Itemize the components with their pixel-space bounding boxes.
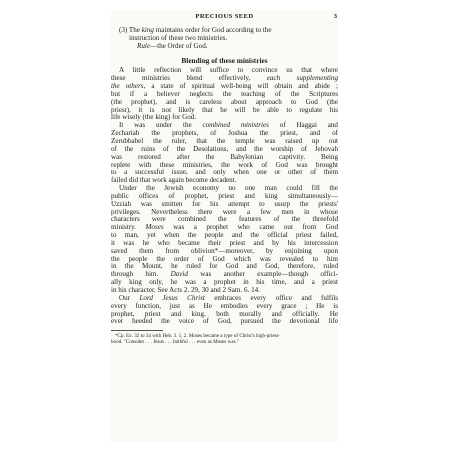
- p3-line: in the Mount, he ruled for God and God, therefore, ruled: [111, 262, 338, 271]
- p3-line: public offices of prophet, priest and king simultaneously—: [111, 191, 338, 200]
- p3-line: Uzziah was smitten for his attempt to usurp the priests': [111, 199, 338, 208]
- p3-line: ally king only, he was a prophet in his time, and a priest: [111, 278, 338, 287]
- p2-line: of the ruins of the Desolations, and the worship of Jehovah: [111, 144, 338, 153]
- p3-line: ministry. Moses was a prophet who came out from God: [111, 223, 338, 232]
- running-title: PRECIOUS SEED: [195, 13, 254, 20]
- p1-line: these ministries blend effectively, each supplementing: [111, 74, 338, 83]
- p3-line: saved them from oblivion*—moreover, by enjoining upon: [111, 246, 338, 255]
- item-3-line-2: instruction of these two ministries.: [129, 33, 228, 42]
- p1-line: priest), it is not likely that he will be able to regulate his: [111, 105, 338, 114]
- footnote-rule: [111, 330, 163, 331]
- running-header: [111, 13, 338, 23]
- p1-line: life wisely (the king) for God.: [111, 113, 197, 122]
- p2-line: was restored after the Babylonian captivity. Being: [111, 152, 338, 161]
- p4-line: prophet, priest and king, both morally and officially. He: [111, 309, 338, 318]
- p2-line: failed did that work again become decadent.: [111, 176, 237, 185]
- footnote-line: *Cp. Ex. 32 to 34 with Heb. 3. 1, 2. Moses became a type of Christ's high-priest-: [115, 333, 280, 340]
- p4-line: ever heeded the voice of God, pursued the devotional life: [111, 317, 338, 326]
- p3-line: in his character. See Acts 2. 29, 30 and 2 Sam. 6. 14.: [111, 286, 260, 294]
- p3-line: privileges. Nevertheless there were a few men in whose: [111, 207, 338, 216]
- p3-line: characters were combined the features of the threefold: [111, 215, 338, 224]
- p4-line: Our Lord Jesus Christ embraces every office and fulfils: [119, 293, 338, 302]
- item-3-rule: Rule—the Order of God.: [137, 41, 208, 50]
- p3-line: the people the order of God which was revealed to him: [111, 254, 338, 263]
- p2-line: replete with these ministries, the work of God was brought: [111, 160, 338, 169]
- p3-line: it was he who became their priest and by his intercession: [111, 238, 338, 247]
- p2-line: to a successful issue, and only when one or other of them: [111, 168, 338, 177]
- p2-line: It was under the combined ministries of Haggai and: [119, 121, 338, 130]
- p3-line: through him. David was another example—though offici-: [111, 270, 338, 279]
- p2-line: Zechariah the prophets, of Joshua the priest, and of: [111, 129, 338, 138]
- p3-line: Under the Jewish economy no one man could fill the: [119, 184, 338, 193]
- p3-line: to man, yet when the people and the official priest failed,: [111, 231, 338, 240]
- p1-line: A little reflection will suffice to convince us that where: [119, 66, 338, 75]
- p4-line: every function, just as He embodies every grace ; He is: [111, 301, 338, 310]
- footnote-line: hood. "Consider . . . Jesus . . . faithful . . . even as Moses was.": [111, 339, 239, 346]
- section-heading: Blending of these ministries: [181, 55, 268, 65]
- page-body: [111, 27, 338, 345]
- p1-line: the others, a state of spiritual well-being will obtain and abide ;: [111, 82, 338, 91]
- p1-line: (the prophet), and is careless about approach to God (the: [111, 97, 338, 106]
- p2-line: Zerubbabel the ruler, that the temple was raised up out: [111, 136, 338, 145]
- document-page: [111, 10, 338, 442]
- p1-line: but if a believer neglects the teaching of the Scriptures: [111, 89, 338, 98]
- item-3-line-1: (3) The king maintains order for God according to the: [119, 26, 272, 34]
- page-number: 3: [333, 13, 337, 20]
